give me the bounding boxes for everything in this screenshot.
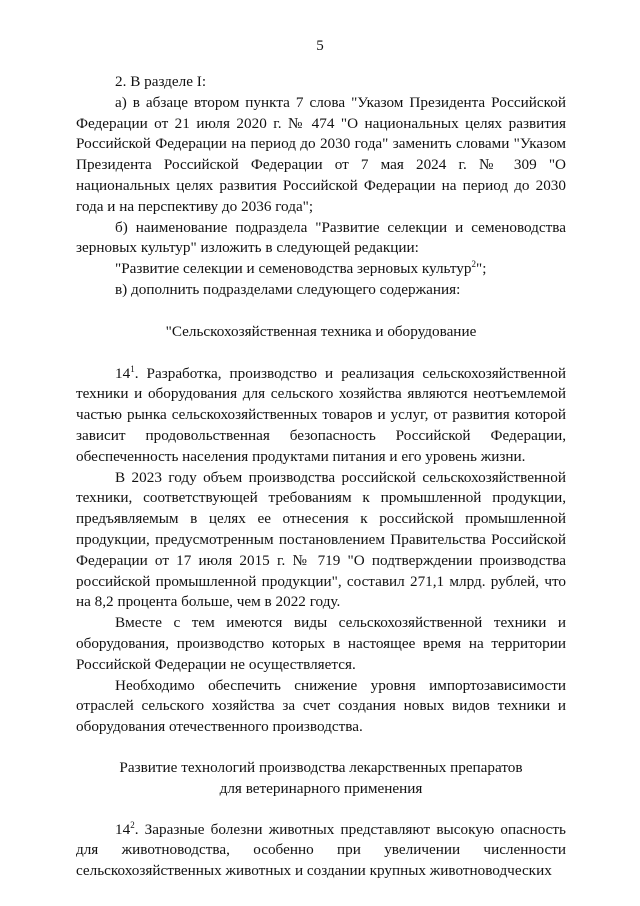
new-title-text: "Развитие селекции и семеноводства зерновых культур (115, 260, 472, 278)
paragraph-production-2023: В 2023 году объем производства российской сельскохозяйственной техники, соответствующей требованиям к промышленной продукции, предъявляемым в целях ее отнесения к российской промышленной продукции, предусмотренным постановлением Правительства Российской Федерации от 17 июля 2015 г. № 719 "О подтверждении производства российской промышленной продукции", составил 271,1 млрд. рублей, что на 8,2 процента больше, чем в 2022 году. (76, 468, 566, 611)
paragraph-not-produced: Вместе с тем имеются виды сельскохозяйственной техники и оборудования, производство которых в настоящее время на территории Российской Федерации не осуществляется. (76, 614, 566, 673)
paragraph-section-intro: 2. В разделе I: (115, 73, 207, 90)
item-text: . Разработка, производство и реализация сельскохозяйственной техники и оборудования для сельского хозяйства являются неотъемлемой частью рынка сельскохозяйственных товаров и услуг, от развития которой зависит продовольственная безопасность Российской Федерации, обеспеченность населения продуктами питания и его уровень жизни. (76, 364, 566, 465)
subsection-heading-veterinary (76, 758, 566, 800)
item-number-sup: 1 (130, 363, 135, 374)
item-number: 14 (115, 364, 131, 382)
paragraph-import-substitution: Необходимо обеспечить снижение уровня импортозависимости отраслей сельского хозяйства за счет создания новых видов техники и оборудования отечественного производства. (76, 676, 566, 736)
footnote-mark: 2 (471, 259, 476, 270)
heading-line-1: Развитие технологий производства лекарственных препаратов (119, 758, 523, 776)
paragraph-amendment-a: а) в абзаце втором пункта 7 слова "Указом Президента Российской Федерации от 21 июля 2020 г. № 474 "О национальных целях развития Российской Федерации на период до 2030 года" заменить словами "Указом Президента Российской Федерации от 7 мая 2024 г. № 309 "О национальных целях развития Российской Федерации на период до 2030 года и на перспективу до 2036 года"; (76, 93, 566, 215)
paragraph-amendment-c: в) дополнить подразделами следующего содержания: (115, 280, 461, 298)
item-text: . Заразные болезни животных представляют высокую опасность для животноводства, особенно при увеличении численности сельскохозяйственных животных и создании крупных животноводческих (76, 820, 566, 880)
paragraph-amendment-b: б) наименование подраздела "Развитие селекции и семеноводства зерновых культур" изложить в следующей редакции: (76, 218, 566, 257)
item-number: 14 (115, 820, 131, 838)
paragraph-new-title (76, 259, 566, 280)
paragraph-14-2 (76, 820, 566, 882)
page-number: 5 (316, 38, 324, 54)
item-number-sup: 2 (130, 819, 135, 830)
subsection-heading-machinery: "Сельскохозяйственная техника и оборудование (165, 322, 477, 340)
heading-line-2: для ветеринарного применения (219, 779, 423, 797)
document-body (76, 72, 566, 882)
paragraph-14-1 (76, 364, 566, 468)
new-title-tail: "; (476, 260, 487, 278)
